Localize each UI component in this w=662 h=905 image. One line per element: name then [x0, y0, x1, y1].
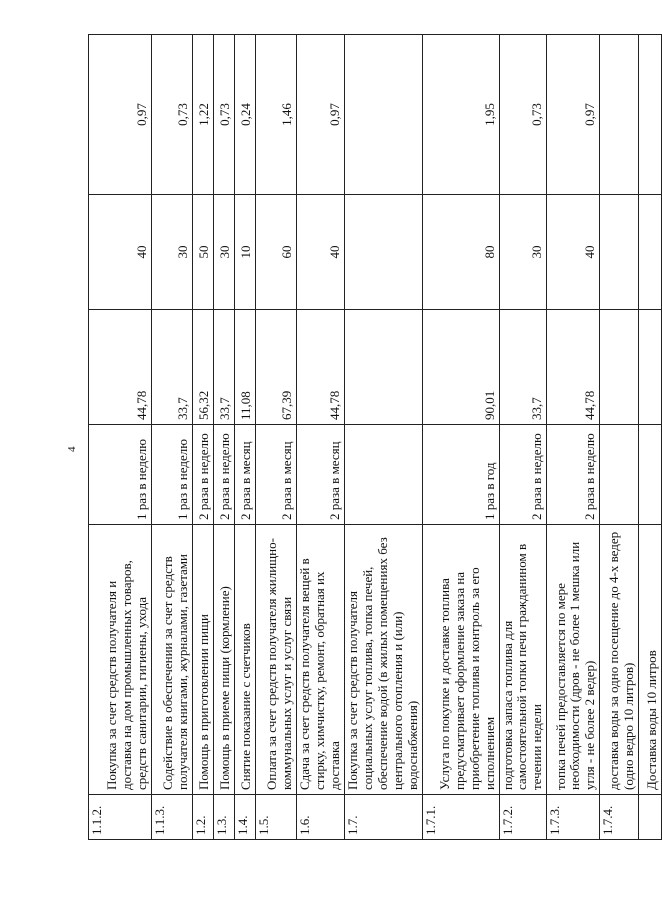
service-cell: Помощь в приготовлении пищи: [193, 525, 214, 795]
table-row: [235, 35, 256, 840]
frequency-cell: 2 раза в месяц: [297, 425, 345, 525]
minutes-cell: [344, 195, 422, 310]
price-cell: 56,32: [193, 310, 214, 425]
units-cell: [344, 35, 422, 195]
service-cell: Содействие в обеспечении за счет средств получателя книгами, журналами, газетами: [152, 525, 193, 795]
price-cell: 33,7: [152, 310, 193, 425]
frequency-cell: 1 раз в год: [422, 425, 499, 525]
price-cell: 11,08: [235, 310, 256, 425]
row-number-cell: 1.7.4.: [600, 795, 639, 840]
service-cell: Помощь в приеме пищи (кормление): [214, 525, 235, 795]
row-number-cell: 1.1.3.: [152, 795, 193, 840]
frequency-cell: 2 раза в неделю: [193, 425, 214, 525]
service-cell: топка печей предоставляется по мере необходимости (дров - не более 1 мешка или угля - не более 2 ведер): [547, 525, 600, 795]
minutes-cell: 30: [499, 195, 547, 310]
minutes-cell: 50: [193, 195, 214, 310]
units-cell: 1,46: [256, 35, 297, 195]
frequency-cell: 2 раза в неделю: [499, 425, 547, 525]
row-number-cell: 1.3.: [214, 795, 235, 840]
row-number-cell: 1.5.: [256, 795, 297, 840]
table-row: [600, 35, 639, 840]
service-cell: доставка воды за одно посещение до 4-х ведер (одно ведро 10 литров): [600, 525, 639, 795]
units-cell: 0,97: [297, 35, 345, 195]
table-row: [89, 35, 152, 840]
frequency-cell: 1 раз в неделю: [89, 425, 152, 525]
minutes-cell: 10: [235, 195, 256, 310]
row-number-cell: [639, 795, 662, 840]
price-cell: 44,78: [89, 310, 152, 425]
row-number-cell: 1.2.: [193, 795, 214, 840]
table-row: [297, 35, 345, 840]
frequency-cell: [344, 425, 422, 525]
price-cell: 67,39: [256, 310, 297, 425]
row-number-cell: 1.6.: [297, 795, 345, 840]
price-cell: 90,01: [422, 310, 499, 425]
units-cell: 0,97: [89, 35, 152, 195]
frequency-cell: 2 раза в неделю: [214, 425, 235, 525]
price-cell: [600, 310, 639, 425]
page-number: 4: [66, 446, 78, 452]
frequency-cell: [600, 425, 639, 525]
minutes-cell: [639, 195, 662, 310]
units-cell: 0,24: [235, 35, 256, 195]
frequency-cell: [639, 425, 662, 525]
services-table: [88, 34, 662, 840]
row-number-cell: 1.7.: [344, 795, 422, 840]
units-cell: 0,73: [499, 35, 547, 195]
table-row: [344, 35, 422, 840]
frequency-cell: 2 раза в месяц: [256, 425, 297, 525]
service-cell: Услуга по покупке и доставке топлива предусматривает оформление заказа на приобретение топлива и контроль за его исполнением: [422, 525, 499, 795]
service-cell: подготовка запаса топлива для самостоятельной топки печи гражданином в течении недели: [499, 525, 547, 795]
units-cell: [639, 35, 662, 195]
minutes-cell: 40: [89, 195, 152, 310]
units-cell: [600, 35, 639, 195]
price-cell: 44,78: [297, 310, 345, 425]
price-cell: 33,7: [499, 310, 547, 425]
minutes-cell: 30: [214, 195, 235, 310]
table-row: [499, 35, 547, 840]
table-row: [547, 35, 600, 840]
units-cell: 1,22: [193, 35, 214, 195]
minutes-cell: 40: [547, 195, 600, 310]
table-row: [639, 35, 662, 840]
table-row: [256, 35, 297, 840]
service-cell: Покупка за счет средств получателя социальных услуг топлива, топка печей, обеспечение водой (в жилых помещениях без центрального отопления и (или) водоснабжения): [344, 525, 422, 795]
minutes-cell: 60: [256, 195, 297, 310]
table-row: [193, 35, 214, 840]
frequency-cell: 2 раза в месяц: [235, 425, 256, 525]
row-number-cell: 1.1.2.: [89, 795, 152, 840]
units-cell: 0,73: [152, 35, 193, 195]
price-cell: 33,7: [214, 310, 235, 425]
rotated-table-wrapper: [88, 35, 660, 840]
price-cell: 44,78: [547, 310, 600, 425]
frequency-cell: 1 раз в неделю: [152, 425, 193, 525]
service-cell: Снятие показание с счетчиков: [235, 525, 256, 795]
service-cell: Покупка за счет средств получателя и доставка на дом промышленных товаров, средств санитарии, гигиены, ухода: [89, 525, 152, 795]
table-row: [214, 35, 235, 840]
minutes-cell: 40: [297, 195, 345, 310]
price-cell: [639, 310, 662, 425]
units-cell: 0,97: [547, 35, 600, 195]
table-row: [152, 35, 193, 840]
service-cell: Доставка воды 10 литров: [639, 525, 662, 795]
row-number-cell: 1.7.1.: [422, 795, 499, 840]
units-cell: 1,95: [422, 35, 499, 195]
service-cell: Оплата за счет средств получателя жилищно-коммунальных услуг и услуг связи: [256, 525, 297, 795]
row-number-cell: 1.7.2.: [499, 795, 547, 840]
frequency-cell: 2 раза в неделю: [547, 425, 600, 525]
units-cell: 0,73: [214, 35, 235, 195]
service-cell: Сдача за счет средств получателя вещей в стирку, химчистку, ремонт, обратная их доставка: [297, 525, 345, 795]
minutes-cell: 30: [152, 195, 193, 310]
price-cell: [344, 310, 422, 425]
row-number-cell: 1.7.3.: [547, 795, 600, 840]
minutes-cell: 80: [422, 195, 499, 310]
table-row: [422, 35, 499, 840]
minutes-cell: [600, 195, 639, 310]
row-number-cell: 1.4.: [235, 795, 256, 840]
